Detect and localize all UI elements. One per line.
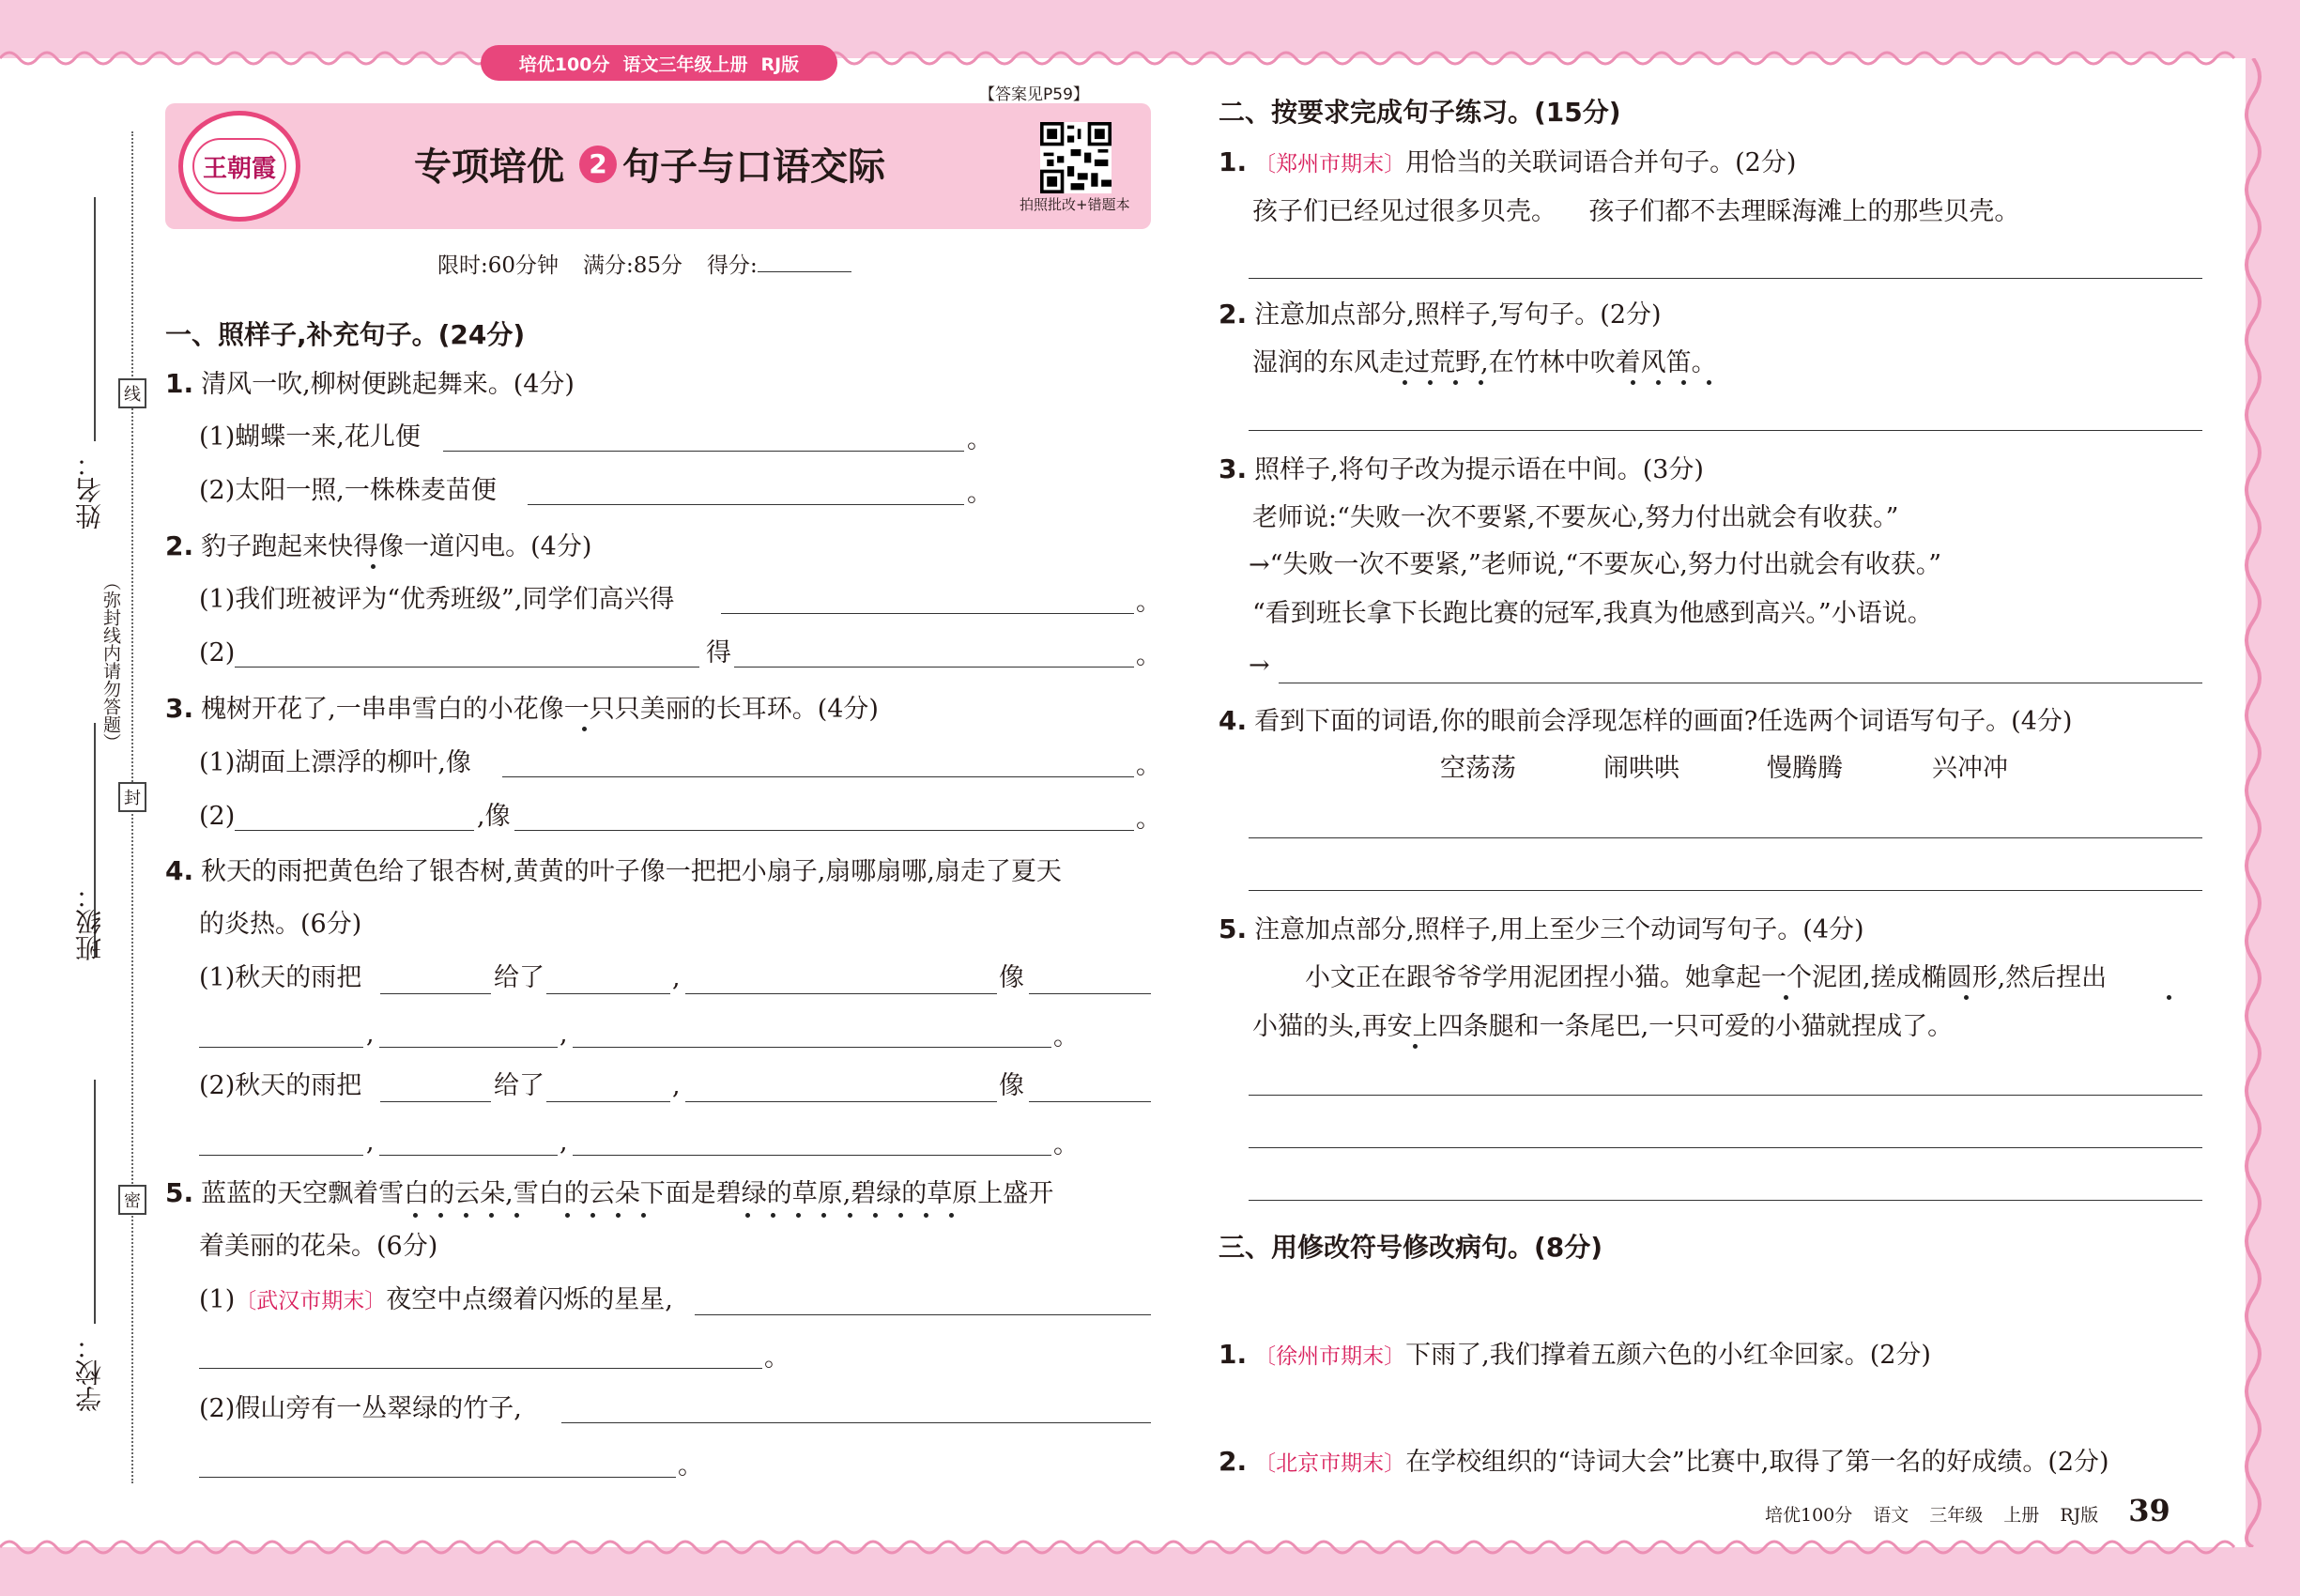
question-text: 用恰当的关联词语合并句子。(2分) <box>1405 148 1797 177</box>
s1-q4 <box>165 855 1062 888</box>
period: 。 <box>1136 751 1161 780</box>
s2-q1 <box>1219 146 1796 180</box>
period: 。 <box>1053 1022 1079 1051</box>
question-text: 下雨了,我们撑着五颜六色的小红伞回家。(2分) <box>1405 1341 1931 1370</box>
question-text: 清风一吹,柳树便跳起舞来。(4分) <box>201 370 575 399</box>
answer-line[interactable] <box>528 504 964 505</box>
question-number: 2. <box>1219 299 1248 330</box>
s1-q4-b: (2)秋天的雨把 <box>199 1071 362 1100</box>
qr-caption: 拍照批改+错题本 <box>1020 196 1130 213</box>
arrow: → <box>1249 651 1270 680</box>
emphasis-dot <box>1681 380 1686 385</box>
answer-line[interactable] <box>685 993 997 994</box>
emphasis-dot <box>873 1213 878 1218</box>
s2-q2-example: 湿润的东风走过荒野,在竹林中吹着风笛。 <box>1252 348 1717 377</box>
emphasis-dot <box>2167 995 2171 1000</box>
name-fill-line <box>94 197 96 441</box>
emphasis-dot <box>582 727 587 731</box>
answer-line[interactable] <box>380 993 491 994</box>
question-number: 4. <box>1219 705 1248 736</box>
s3-q1 <box>1219 1339 1931 1373</box>
answer-line[interactable] <box>380 1101 491 1102</box>
question-text: 照样子,将句子改为提示语在中间。(3分) <box>1254 455 1704 484</box>
period: 。 <box>1136 641 1161 670</box>
s2-q3 <box>1219 453 1704 486</box>
s1-q2-b-de: 得 <box>706 638 731 668</box>
source-tag: 〔北京市期末〕 <box>1254 1451 1406 1476</box>
comma: , <box>560 1020 568 1049</box>
footer-grade: 三年级 <box>1929 1505 1984 1526</box>
answer-line[interactable] <box>199 1047 363 1048</box>
word-like: 像 <box>999 963 1024 992</box>
word-give: 给了 <box>494 1071 544 1100</box>
answer-line[interactable] <box>546 1101 670 1102</box>
comma: , <box>672 1071 681 1100</box>
answer-line[interactable] <box>379 1047 558 1048</box>
s1-q3 <box>165 693 879 726</box>
s2-q2 <box>1219 299 1662 331</box>
answer-line[interactable] <box>1249 278 2202 279</box>
question-number: 1. <box>165 368 194 399</box>
emphasis-dot <box>464 1213 468 1218</box>
answer-line[interactable] <box>695 1314 1151 1315</box>
s1-q4-a: (1)秋天的雨把 <box>199 963 362 992</box>
period: 。 <box>764 1343 790 1373</box>
s1-q3-b: (2) <box>199 802 236 831</box>
section-1-title: 一、照样子,补充句子。(24分) <box>165 319 526 350</box>
page-footer <box>1765 1493 2170 1528</box>
emphasis-dot <box>1784 995 1788 1000</box>
badge-text: 语文三年级上册 <box>622 54 748 75</box>
section-2-title: 二、按要求完成句子练习。(15分) <box>1219 97 1621 128</box>
question-number: 5. <box>165 1177 194 1208</box>
answer-line[interactable] <box>199 1155 363 1156</box>
answer-line[interactable] <box>685 1101 997 1102</box>
answer-line[interactable] <box>561 1422 1151 1423</box>
question-number: 1. <box>1219 1339 1248 1370</box>
answer-line[interactable] <box>1029 993 1151 994</box>
s3-q2 <box>1219 1446 2109 1480</box>
s2-q3-line: “看到班长拿下长跑比赛的冠军,我真为他感到高兴。”小语说。 <box>1252 599 1933 628</box>
answer-line[interactable] <box>1249 890 2202 891</box>
answer-line[interactable] <box>1249 1147 2202 1148</box>
question-number: 3. <box>165 693 194 724</box>
class-label: 班级： <box>74 882 105 961</box>
footer-subject: 语文 <box>1873 1505 1909 1526</box>
wave-border-right <box>2234 58 2272 1547</box>
comma: , <box>560 1128 568 1157</box>
s1-q2 <box>165 530 591 563</box>
emphasis-dot <box>413 1213 418 1218</box>
word-option: 空荡荡 <box>1440 754 1516 783</box>
s1-q1-b: (2)太阳一照,一株株麦苗便 <box>199 476 497 505</box>
s2-q1-sentences: 孩子们已经见过很多贝壳。 孩子们都不去理睬海滩上的那些贝壳。 <box>1252 197 2020 226</box>
seal-note: （弥封线内请勿答题） <box>100 573 121 751</box>
word-give: 给了 <box>494 963 544 992</box>
emphasis-dot <box>745 1213 750 1218</box>
source-tag: 〔徐州市期末〕 <box>1254 1344 1406 1369</box>
period: 。 <box>967 479 992 508</box>
s2-q5-passage: 小猫的头,再安上四条腿和一条尾巴,一只可爱的小猫就捏成了。 <box>1252 1012 1954 1041</box>
answer-line[interactable] <box>1249 1200 2202 1201</box>
answer-line[interactable] <box>235 830 474 831</box>
full-score: 满分:85分 <box>583 253 683 278</box>
question-text: 在学校组织的“诗词大会”比赛中,取得了第一名的好成绩。(2分) <box>1405 1448 2109 1477</box>
answer-line[interactable] <box>379 1155 558 1156</box>
footer-volume: 上册 <box>2003 1505 2040 1526</box>
emphasis-dot <box>771 1213 775 1218</box>
exam-meta <box>437 248 851 279</box>
comma: , <box>366 1020 375 1049</box>
title-part-b: 句子与口语交际 <box>622 146 885 189</box>
school-label: 学校： <box>74 1333 105 1412</box>
answer-line[interactable] <box>502 776 1134 777</box>
emphasis-dot <box>898 1213 903 1218</box>
question-number: 2. <box>165 530 194 561</box>
answer-line[interactable] <box>734 667 1134 668</box>
s1-q3-b-xiang: ,像 <box>477 802 511 831</box>
question-number: 2. <box>1219 1446 1248 1477</box>
question-text: 注意加点部分,照样子,用上至少三个动词写句子。(4分) <box>1254 915 1864 944</box>
emphasis-dot <box>1479 380 1483 385</box>
subq-text: 夜空中点缀着闪烁的星星, <box>386 1285 673 1314</box>
answer-line[interactable] <box>199 1368 762 1369</box>
badge-text: 培优100分 <box>518 54 610 75</box>
emphasis-dot <box>438 1213 443 1218</box>
period: 。 <box>1136 805 1161 834</box>
source-tag: 〔武汉市期末〕 <box>235 1289 387 1313</box>
page-number: 39 <box>2128 1493 2170 1528</box>
answer-reference: 【答案见P59】 <box>979 85 1089 104</box>
answer-line[interactable] <box>1029 1101 1151 1102</box>
s2-q5-passage: 小文正在跟爷爷学用泥团捏小猫。她拿起一个泥团,搓成椭圆形,然后捏出 <box>1305 963 2108 992</box>
question-text-cont: 着美丽的花朵。(6分) <box>199 1232 438 1261</box>
emphasis-dot <box>1453 380 1458 385</box>
score-field[interactable] <box>707 248 851 279</box>
s1-q1-a: (1)蝴蝶一来,花儿便 <box>199 422 421 452</box>
question-text: 注意加点部分,照样子,写句子。(2分) <box>1254 300 1662 330</box>
question-text: 秋天的雨把黄色给了银杏树,黄黄的叶子像一把把小扇子,扇哪扇哪,扇走了夏天 <box>201 857 1062 886</box>
emphasis-dot <box>1964 995 1969 1000</box>
answer-line[interactable] <box>1249 1095 2202 1096</box>
school-fill-line <box>94 1080 96 1324</box>
emphasis-dot <box>821 1213 826 1218</box>
seal-feng: 封 <box>118 782 146 812</box>
question-number: 3. <box>1219 453 1248 484</box>
emphasis-dot <box>924 1213 928 1218</box>
word-option: 兴冲冲 <box>1932 754 2008 783</box>
answer-line[interactable] <box>1249 430 2202 431</box>
s1-q5 <box>165 1177 1053 1210</box>
title-number-badge: 2 <box>579 146 617 183</box>
answer-line[interactable] <box>1249 837 2202 838</box>
emphasis-dot <box>848 1213 852 1218</box>
question-text: 槐树开花了,一串串雪白的小花像一只只美丽的长耳环。(4分) <box>201 695 879 724</box>
book-badge <box>481 45 837 81</box>
word-like: 像 <box>999 1071 1024 1100</box>
answer-line[interactable] <box>514 830 1134 831</box>
wave-border-top <box>0 47 2246 69</box>
footer-book: 培优100分 <box>1765 1505 1853 1526</box>
answer-line[interactable] <box>199 1477 676 1478</box>
emphasis-dot <box>1656 380 1661 385</box>
word-option: 慢腾腾 <box>1767 754 1843 783</box>
subq-label: (1) <box>199 1285 236 1314</box>
section-3-title: 三、用修改符号修改病句。(8分) <box>1219 1232 1603 1263</box>
emphasis-dot <box>616 1213 621 1218</box>
score-blank[interactable] <box>758 271 851 272</box>
comma: , <box>366 1128 375 1157</box>
footer-edition: RJ版 <box>2060 1505 2099 1526</box>
question-text: 看到下面的词语,你的眼前会浮现怎样的画面?任选两个词语写句子。(4分) <box>1254 707 2073 736</box>
seal-mi: 密 <box>118 1185 146 1215</box>
badge-text: RJ版 <box>760 54 800 75</box>
emphasis-dot <box>590 1213 595 1218</box>
s1-q2-a: (1)我们班被评为“优秀班级”,同学们高兴得 <box>199 585 675 614</box>
paper <box>0 58 2246 1547</box>
s2-q5 <box>1219 913 1864 946</box>
title-part-a: 专项培优 <box>414 146 564 189</box>
logo-text: 王朝霞 <box>192 138 286 194</box>
emphasis-dot <box>1631 380 1635 385</box>
source-tag: 〔郑州市期末〕 <box>1254 152 1406 176</box>
period: 。 <box>967 425 992 454</box>
emphasis-dot <box>565 1213 570 1218</box>
wave-border-bottom <box>0 1536 2246 1558</box>
s2-q3-line: →“失败一次不要紧,”老师说,“不要灰心,努力付出就会有收获。” <box>1249 550 1942 579</box>
s1-q3-a: (1)湖面上漂浮的柳叶,像 <box>199 748 471 777</box>
s1-q5-a <box>199 1284 673 1317</box>
score-label: 得分: <box>707 253 758 278</box>
emphasis-dot <box>489 1213 494 1218</box>
question-text: 蓝蓝的天空飘着雪白的云朵,雪白的云朵下面是碧绿的草原,碧绿的草原上盛开 <box>201 1179 1054 1208</box>
emphasis-dot <box>949 1213 954 1218</box>
period: 。 <box>1053 1130 1079 1159</box>
seal-xian: 线 <box>118 378 146 408</box>
time-limit: 限时:60分钟 <box>437 253 560 278</box>
period: 。 <box>1136 588 1161 617</box>
answer-line[interactable] <box>546 993 670 994</box>
period: 。 <box>678 1451 703 1481</box>
header-banner <box>165 103 1151 229</box>
question-number: 4. <box>165 855 194 886</box>
emphasis-dot <box>796 1213 801 1218</box>
s1-q1 <box>165 368 575 401</box>
answer-line[interactable] <box>235 667 699 668</box>
emphasis-dot <box>1413 1044 1418 1049</box>
word-option: 闹哄哄 <box>1603 754 1679 783</box>
question-text: 豹子跑起来快得像一道闪电。(4分) <box>201 532 592 561</box>
s2-q4 <box>1219 705 2072 738</box>
s2-q3-line: 老师说:“失败一次不要紧,不要灰心,努力付出就会有收获。” <box>1252 503 1899 532</box>
qr-code-icon[interactable] <box>1040 122 1112 193</box>
s1-q2-b: (2) <box>199 638 236 668</box>
question-number: 1. <box>1219 146 1248 177</box>
emphasis-dot <box>514 1213 519 1218</box>
emphasis-dot <box>641 1213 646 1218</box>
page-title <box>414 137 885 191</box>
emphasis-dot <box>371 564 376 569</box>
answer-line[interactable] <box>721 613 1134 614</box>
answer-line[interactable] <box>573 1155 1051 1156</box>
name-label: 姓名： <box>74 451 105 529</box>
emphasis-dot <box>1403 380 1407 385</box>
question-text-cont: 的炎热。(6分) <box>199 910 362 939</box>
emphasis-dot <box>1707 380 1711 385</box>
comma: , <box>672 963 681 992</box>
s1-q5-b: (2)假山旁有一丛翠绿的竹子, <box>199 1394 522 1423</box>
emphasis-dot <box>1428 380 1433 385</box>
answer-line[interactable] <box>573 1047 1051 1048</box>
answer-line[interactable] <box>443 451 964 452</box>
brand-logo <box>178 111 300 222</box>
question-number: 5. <box>1219 913 1248 944</box>
